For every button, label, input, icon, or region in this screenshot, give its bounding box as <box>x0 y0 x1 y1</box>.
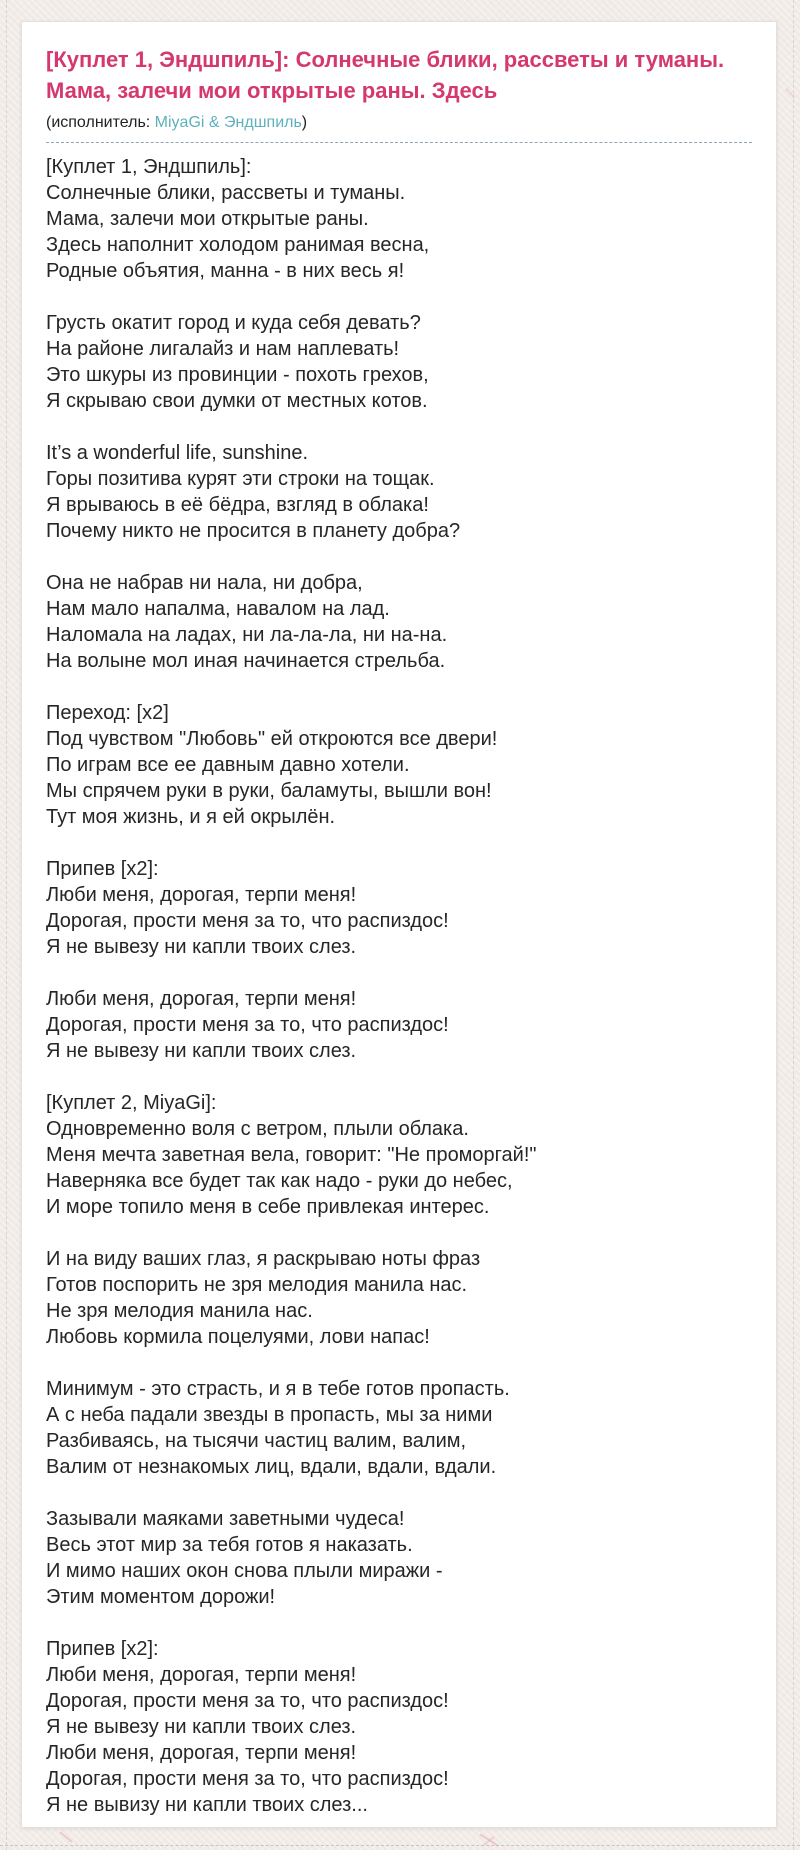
lyric-line: А с неба падали звезды в пропасть, мы за ними <box>46 1404 493 1426</box>
lyric-line: Припев [x2]: <box>46 858 159 880</box>
lyric-line: Я не вывезу ни капли твоих слез. <box>46 1040 357 1062</box>
lyric-line: Люби меня, дорогая, терпи меня! <box>46 1664 357 1686</box>
lyric-line: Припев [x2]: <box>46 1638 159 1660</box>
stanza <box>46 1090 752 1220</box>
lyric-line: Это шкуры из провинции - похоть грехов, <box>46 364 429 386</box>
lyric-line: It’s a wonderful life, sunshine. <box>46 442 309 464</box>
lyric-line: Переход: [x2] <box>46 702 169 724</box>
lyric-line: Я не вывезу ни капли твоих слез. <box>46 1716 357 1738</box>
lyric-line: Наверняка все будет так как надо - руки до небес, <box>46 1170 513 1192</box>
stanza <box>46 1246 752 1350</box>
lyric-line: На районе лигалайз и нам наплевать! <box>46 338 400 360</box>
lyric-line: Любовь кормила поцелуями, лови напас! <box>46 1326 430 1348</box>
lyric-line: Мы спрячем руки в руки, баламуты, вышли вон! <box>46 780 492 802</box>
artist-line <box>46 113 752 143</box>
lyric-line: Одновременно воля с ветром, плыли облака. <box>46 1118 469 1140</box>
lyric-line: Почему никто не просится в планету добра? <box>46 520 461 542</box>
lyric-line: Минимум - это страсть, и я в тебе готов пропасть. <box>46 1378 510 1400</box>
lyric-line: Здесь наполнит холодом ранимая весна, <box>46 234 430 256</box>
lyric-line: По играм все ее давным давно хотели. <box>46 754 410 776</box>
lyric-line: Валим от незнакомых лиц, вдали, вдали, вдали. <box>46 1456 497 1478</box>
lyric-line: Люби меня, дорогая, терпи меня! <box>46 884 357 906</box>
page-title: [Куплет 1, Эндшпиль]: Солнечные блики, рассветы и туманы. Мама, залечи мои открытые раны. Здесь <box>46 47 725 103</box>
lyric-line: Весь этот мир за тебя готов я наказать. <box>46 1534 413 1556</box>
paper-scratch-decoration <box>59 1831 73 1843</box>
lyric-line: Дорогая, прости меня за то, что распиздос! <box>46 1768 449 1790</box>
lyric-line: На волыне мол иная начинается стрельба. <box>46 650 446 672</box>
stanza <box>46 856 752 960</box>
lyric-line: Под чувством "Любовь" ей откроются все двери! <box>46 728 498 750</box>
artist-label-close: ) <box>301 114 308 131</box>
lyric-line: Родные объятия, манна - в них весь я! <box>46 260 405 282</box>
lyric-line: Я врываюсь в её бёдра, взгляд в облака! <box>46 494 429 516</box>
stanza <box>46 154 752 284</box>
stanza <box>46 986 752 1064</box>
lyric-line: Горы позитива курят эти строки на тощак. <box>46 468 435 490</box>
stanza <box>46 440 752 544</box>
lyrics-text <box>46 154 752 1818</box>
stanza <box>46 1506 752 1610</box>
page-edge-seam-right <box>793 0 794 1850</box>
lyric-line: Я не вывизу ни капли твоих слез... <box>46 1794 368 1816</box>
lyric-line: Наломала на ладах, ни ла-ла-ла, ни на-на. <box>46 624 448 646</box>
lyric-line: Мама, залечи мои открытые раны. <box>46 208 369 230</box>
lyric-line: Дорогая, прости меня за то, что распиздос! <box>46 1690 449 1712</box>
artist-label: (исполнитель: <box>46 114 151 131</box>
stanza <box>46 1636 752 1818</box>
lyric-line: И море топило меня в себе привлекая интерес. <box>46 1196 490 1218</box>
lyric-line: [Куплет 1, Эндшпиль]: <box>46 156 252 178</box>
lyric-line: И на виду ваших глаз, я раскрываю ноты фраз <box>46 1248 481 1270</box>
lyric-line: Грусть окатит город и куда себя девать? <box>46 312 421 334</box>
artist-link[interactable]: MiyaGi & Эндшпиль <box>154 114 302 131</box>
lyric-line: И мимо наших окон снова плыли миражи - <box>46 1560 443 1582</box>
page-edge-seam-bottom <box>0 1845 800 1846</box>
page-edge-seam-left <box>6 0 7 1850</box>
lyric-line: Дорогая, прости меня за то, что распиздос! <box>46 1014 449 1036</box>
stanza <box>46 700 752 830</box>
lyrics-card <box>21 21 777 1828</box>
lyric-line: Солнечные блики, рассветы и туманы. <box>46 182 406 204</box>
lyric-line: Нам мало напалма, навалом на лад. <box>46 598 390 620</box>
lyric-line: Люби меня, дорогая, терпи меня! <box>46 1742 357 1764</box>
lyric-line: Этим моментом дорожи! <box>46 1586 276 1608</box>
lyric-line: [Куплет 2, MiyaGi]: <box>46 1092 217 1114</box>
stanza <box>46 1376 752 1480</box>
lyric-line: Разбиваясь, на тысячи частиц валим, валим, <box>46 1430 467 1452</box>
lyric-line: Дорогая, прости меня за то, что распиздос! <box>46 910 449 932</box>
lyric-line: Зазывали маяками заветными чудеса! <box>46 1508 405 1530</box>
lyric-line: Не зря мелодия манила нас. <box>46 1300 313 1322</box>
lyric-line: Я не вывезу ни капли твоих слез. <box>46 936 357 958</box>
lyric-line: Люби меня, дорогая, терпи меня! <box>46 988 357 1010</box>
stanza <box>46 310 752 414</box>
stanza <box>46 570 752 674</box>
lyric-line: Я скрываю свои думки от местных котов. <box>46 390 428 412</box>
lyric-line: Меня мечта заветная вела, говорит: "Не проморгай!" <box>46 1144 537 1166</box>
lyric-line: Она не набрав ни нала, ни добра, <box>46 572 363 594</box>
lyric-line: Готов поспорить не зря мелодия манила нас. <box>46 1274 468 1296</box>
lyric-line: Тут моя жизнь, и я ей окрылён. <box>46 806 336 828</box>
